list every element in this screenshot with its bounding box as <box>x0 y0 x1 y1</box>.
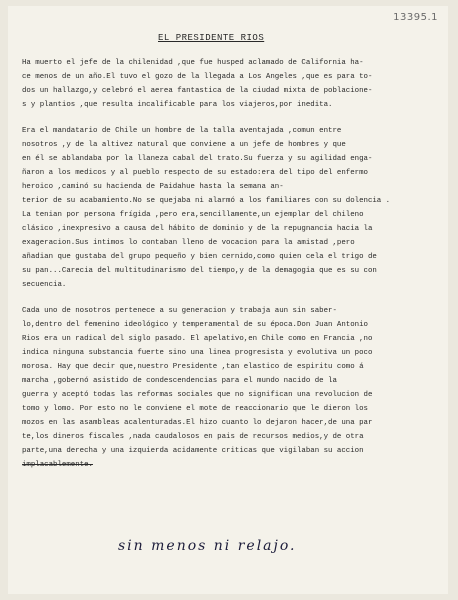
text-line: secuencia. <box>22 281 67 289</box>
text-line: ce menos de un año.El tuvo el gozo de la llegada a Los Angeles ,que es para to- <box>22 73 373 81</box>
text-line: Ha muerto el jefe de la chilenidad ,que fue husped aclamado de California ha- <box>22 59 364 67</box>
text-line: te,los dineros fiscales ,nada caudalosos en pais de recursos medios,y de otra <box>22 433 364 441</box>
text-line: exageracion.Sus intimos lo contaban lleno de vocacion para la amistad ,pero <box>22 239 355 247</box>
text-line: su pan...Carecia del multitudinarismo del tiempo,y de la demagogia que es su con <box>22 267 377 275</box>
text-line: añadian que gustaba del grupo pequeño y bien cernido,como quien cela el trigo de <box>22 253 377 261</box>
text-line: heroico ,caminó su hacienda de Paidahue hasta la semana an- <box>22 183 284 191</box>
body-text <box>22 56 446 472</box>
text-line: tomo y lomo. Por esto no le conviene el mote de reaccionario que le dieron los <box>22 405 368 413</box>
text-line: marcha ,gobernó asistido de condescendencias para el mundo nacido de la <box>22 377 337 385</box>
text-line: Cada uno de nosotros pertenece a su generacion y trabaja aun sin saber- <box>22 307 337 315</box>
text-line: s y plantios ,que resulta incalificable para los viajeros,por inedita. <box>22 101 333 109</box>
text-line: nosotros ,y de la altivez natural que conviene a un jefe de hombres y que <box>22 141 346 149</box>
struck-text <box>22 458 446 472</box>
text-line: Rios era un radical del siglo pasado. El apelativo,en Chile como en Francia ,no <box>22 335 373 343</box>
text-line: La tenian por persona frígida ,pero era,sencillamente,un ejemplar del chileno <box>22 211 364 219</box>
document-page <box>8 6 448 594</box>
text-line: clásico ,inexpresivo a causa del hábito de dominio y de la repugnancia hacia la <box>22 225 373 233</box>
text-line: indica ninguna substancia fuerte sino una linea progresista y evolutiva un poco <box>22 349 373 357</box>
text-line: guerra y aceptó todas las reformas sociales que no significan una revolucion de <box>22 391 373 399</box>
text-line: ñaron a los medicos y al pueblo respecto de su estado:era del tipo del enfermo <box>22 169 368 177</box>
text-line: en él se ablandaba por la llaneza cabal del trato.Su fuerza y su agilidad enga- <box>22 155 373 163</box>
text-line: dos un hallazgo,y celebró el aerea fantastica de la ciudad mixta de poblacione- <box>22 87 373 95</box>
text-line: terior de su acabamiento.No se quejaba ni alarmó a los familiares con su dolencia . <box>22 197 391 205</box>
struck-word: implacablemente. <box>22 461 93 469</box>
handwritten-ending: sin menos ni relajo. <box>118 538 297 554</box>
text-line: morosa. Hay que decir que,nuestro Presidente ,tan elastico de espiritu como á <box>22 363 364 371</box>
text-line: mozos en las asambleas acalenturadas.El hizo cuanto lo dejaron hacer,de una par <box>22 419 373 427</box>
reference-number: 13395.1 <box>393 12 438 23</box>
page-title: EL PRESIDENTE RIOS <box>158 33 265 43</box>
text-line: Era el mandatario de Chile un hombre de la talla aventajada ,comun entre <box>22 127 342 135</box>
text-line: parte,una derecha y una izquierda acidamente criticas que vigilaban su accion <box>22 447 364 455</box>
text-line: lo,dentro del femenino ideológico y temperamental de su época.Don Juan Antonio <box>22 321 368 329</box>
